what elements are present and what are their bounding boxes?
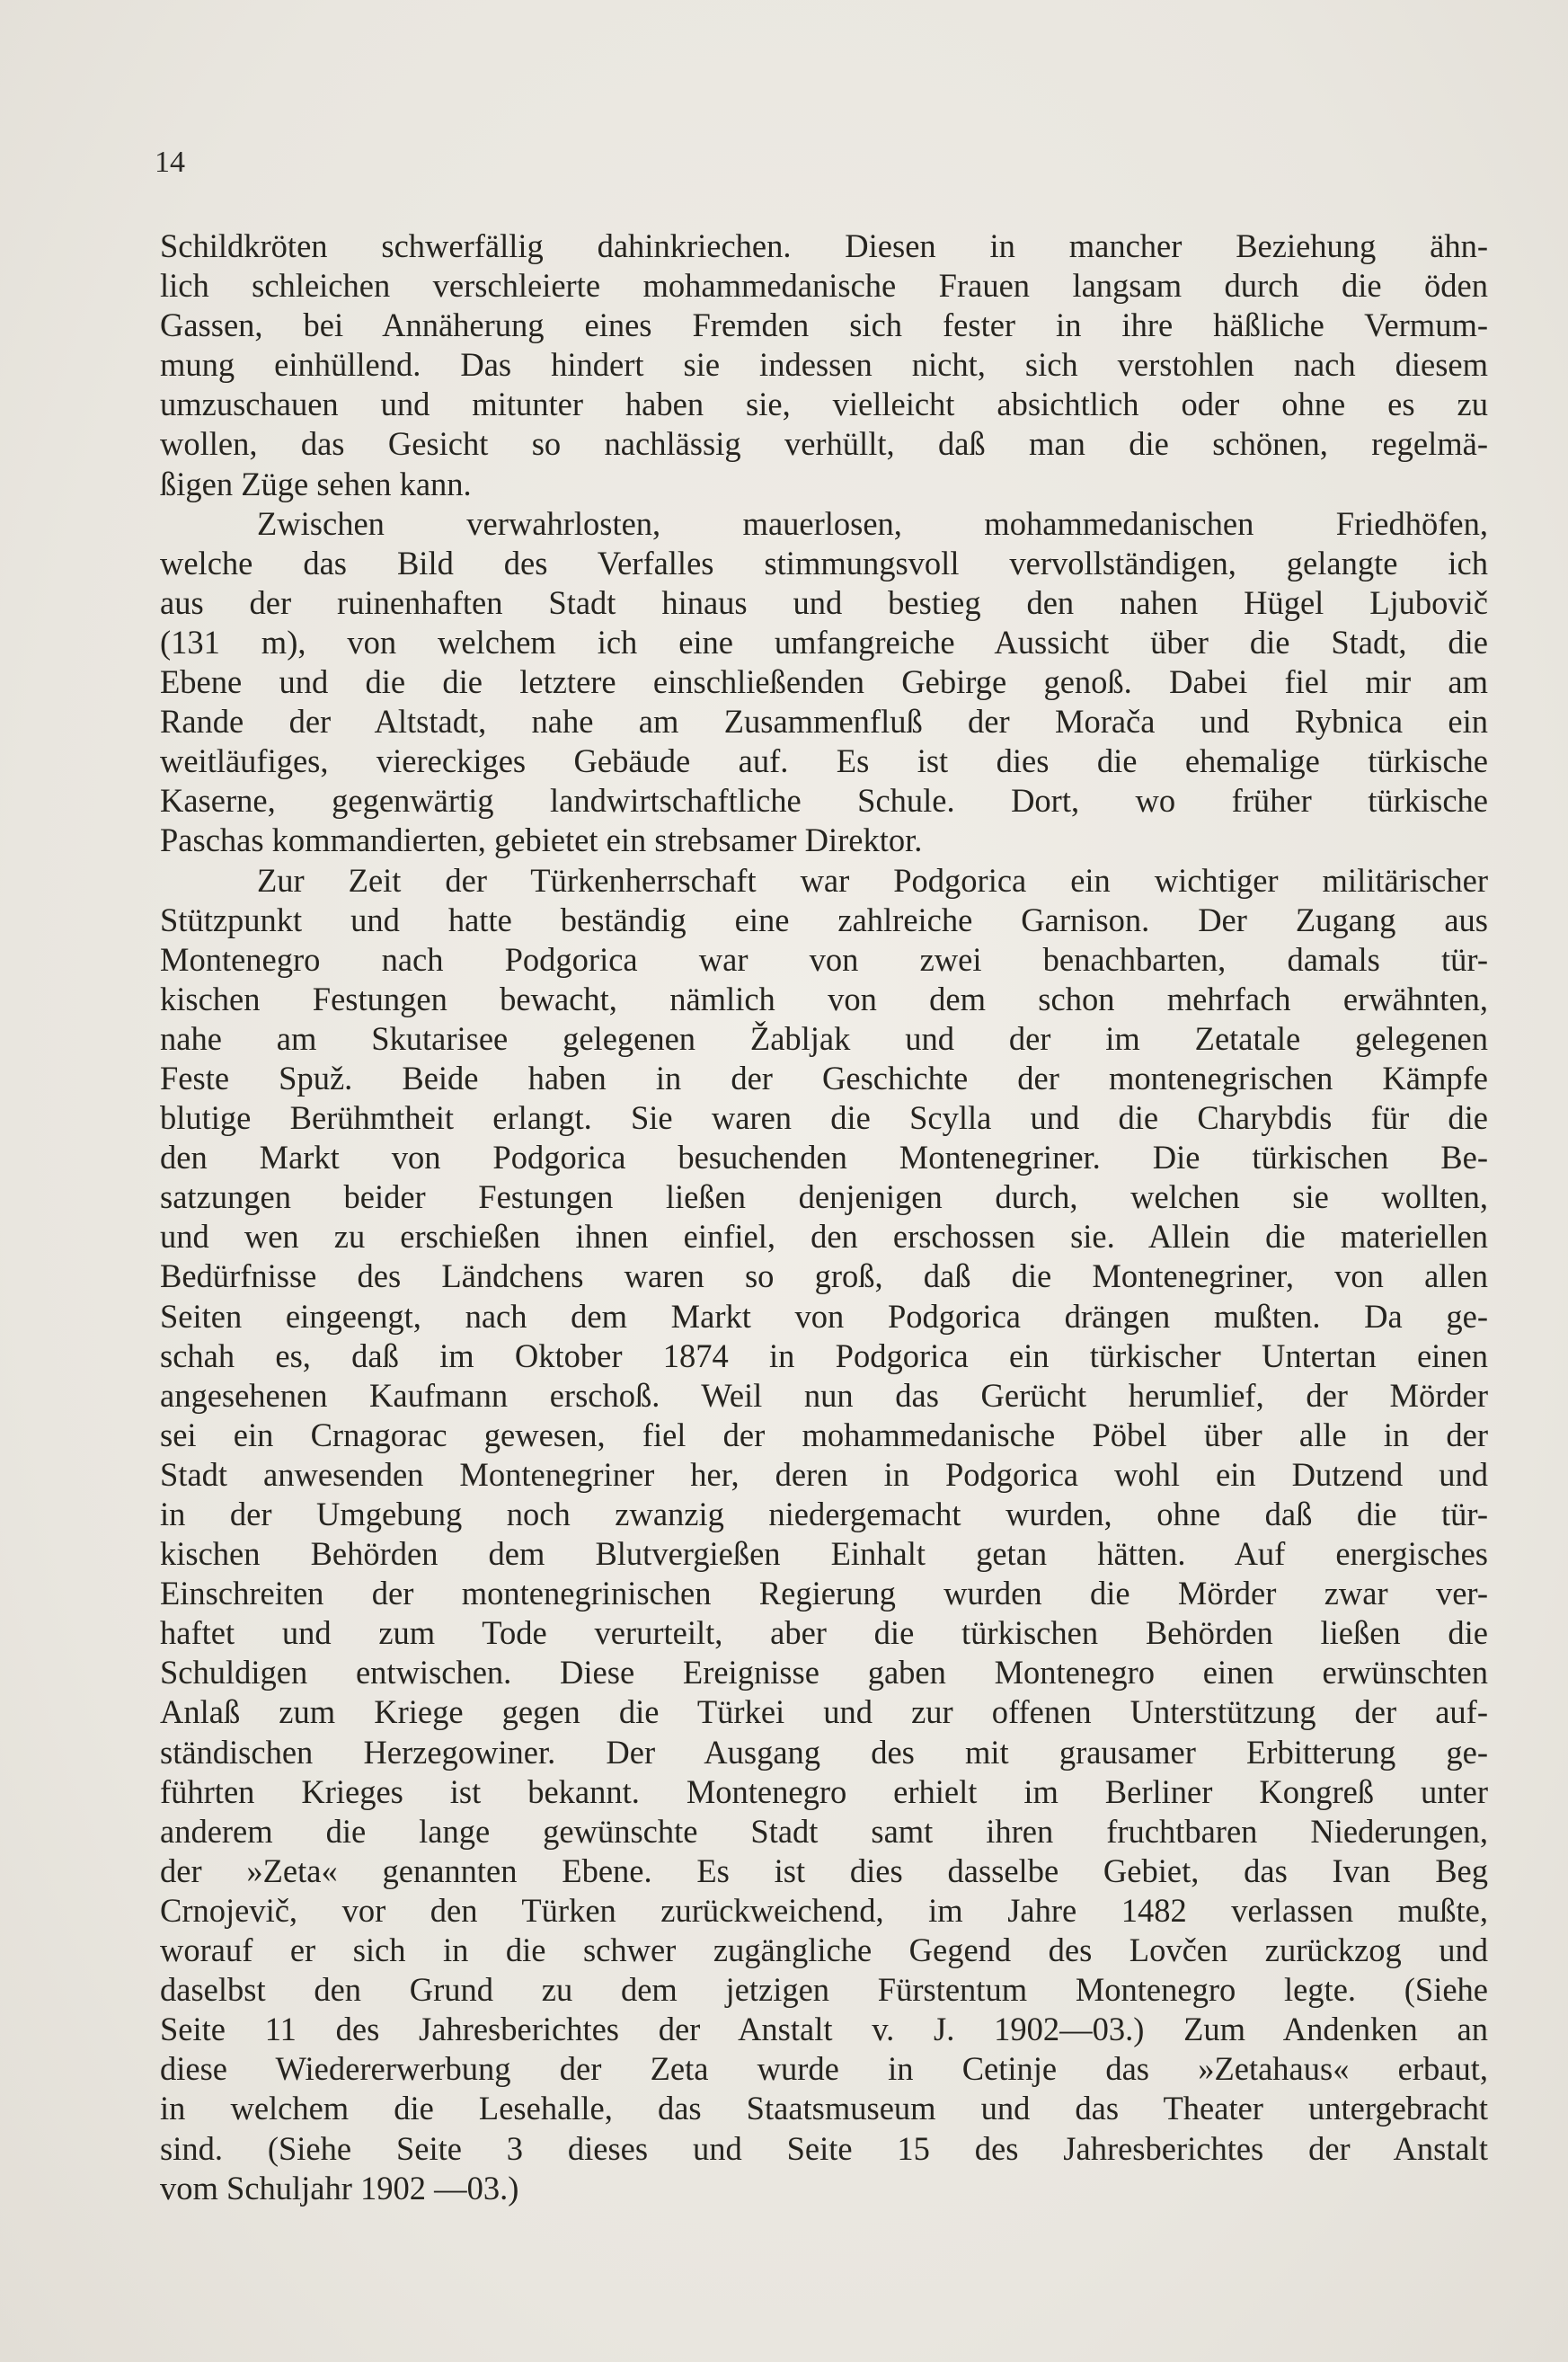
text-line: haftet und zum Tode verurteilt, aber die türkischen Behörden ließen die [160,1614,1488,1652]
paragraph [160,226,1488,504]
text-line: worauf er sich in die schwer zugängliche Gegend des Lovčen zurückzog und [160,1931,1488,1969]
text-line: sei ein Crnagorac gewesen, fiel der mohammedanische Pöbel über alle in der [160,1416,1488,1453]
text-line: lich schleichen verschleierte mohammedanische Frauen langsam durch die öden [160,267,1488,305]
text-line: in welchem die Lesehalle, das Staatsmuseum und das Theater untergebracht [160,2090,1488,2127]
paragraph [160,504,1488,861]
text-line: vom Schuljahr 1902 —03.) [160,2169,519,2207]
text-line: Schuldigen entwischen. Diese Ereignisse gaben Montenegro einen erwünschten [160,1654,1488,1692]
text-line: schah es, daß im Oktober 1874 in Podgorica ein türkischer Untertan einen [160,1336,1488,1374]
text-line: blutige Berühmtheit erlangt. Sie waren die Scylla und die Charybdis für die [160,1099,1488,1137]
text-line: weitläufiges, viereckiges Gebäude auf. Es ist dies die ehemalige türkische [160,742,1488,780]
text-line: ständischen Herzegowiner. Der Ausgang des mit grausamer Erbitterung ge- [160,1733,1488,1771]
text-line: der »Zeta« genannten Ebene. Es ist dies dasselbe Gebiet, das Ivan Beg [160,1851,1488,1889]
text-line: Kaserne, gegenwärtig landwirtschaftliche Schule. Dort, wo früher türkische [160,782,1488,820]
text-line: Seiten eingeengt, nach dem Markt von Podgorica drängen mußten. Da ge- [160,1297,1488,1335]
text-line: angesehenen Kaufmann erschoß. Weil nun das Gerücht herumlief, der Mörder [160,1376,1488,1414]
text-line: kischen Behörden dem Blutvergießen Einhalt getan hätten. Auf energisches [160,1535,1488,1573]
text-line: und wen zu erschießen ihnen einfiel, den erschossen sie. Allein die materiellen [160,1218,1488,1256]
text-line: Crnojevič, vor den Türken zurückweichend, im Jahre 1482 verlassen mußte, [160,1891,1488,1929]
text-line: umzuschauen und mitunter haben sie, vielleicht absichtlich oder ohne es zu [160,386,1488,423]
text-line: Zwischen verwahrlosten, mauerlosen, mohammedanischen Friedhöfen, [257,504,1488,542]
text-line: Schildkröten schwerfällig dahinkriechen. Diesen in mancher Beziehung ähn- [160,227,1488,264]
text-line: welche das Bild des Verfalles stimmungsvoll vervollständigen, gelangte ich [160,544,1488,582]
text-line: satzungen beider Festungen ließen denjenigen durch, welchen sie wollten, [160,1178,1488,1216]
text-line: führten Krieges ist bekannt. Montenegro erhielt im Berliner Kongreß unter [160,1772,1488,1810]
text-line: Gassen, bei Annäherung eines Fremden sich fester in ihre häßliche Vermum- [160,306,1488,344]
text-line: Bedürfnisse des Ländchens waren so groß, daß die Montenegriner, von allen [160,1257,1488,1295]
text-line: Paschas kommandierten, gebietet ein strebsamer Direktor. [160,821,923,859]
text-line: aus der ruinenhaften Stadt hinaus und bestieg den nahen Hügel Ljubovič [160,583,1488,621]
body-text [160,226,1488,2208]
text-line: (131 m), von welchem ich eine umfangreiche Aussicht über die Stadt, die [160,623,1488,661]
text-line: Seite 11 des Jahresberichtes der Anstalt v. J. 1902—03.) Zum Andenken an [160,2011,1488,2048]
text-line: Stadt anwesenden Montenegriner her, deren in Podgorica wohl ein Dutzend und [160,1455,1488,1493]
text-line: daselbst den Grund zu dem jetzigen Fürstentum Montenegro legte. (Siehe [160,1971,1488,2009]
page-number: 14 [155,146,185,179]
paragraph [160,861,1488,2208]
text-line: ßigen Züge sehen kann. [160,465,472,502]
text-line: den Markt von Podgorica besuchenden Montenegriner. Die türkischen Be- [160,1139,1488,1177]
text-line: sind. (Siehe Seite 3 dieses und Seite 15 des Jahresberichtes der Anstalt [160,2129,1488,2167]
text-line: Zur Zeit der Türkenherrschaft war Podgorica ein wichtiger militärischer [257,861,1488,899]
text-line: Rande der Altstadt, nahe am Zusammenfluß der Morača und Rybnica ein [160,703,1488,741]
text-line: wollen, das Gesicht so nachlässig verhüllt, daß man die schönen, regelmä- [160,425,1488,463]
text-line: in der Umgebung noch zwanzig niedergemacht wurden, ohne daß die tür- [160,1496,1488,1532]
text-line: anderem die lange gewünschte Stadt samt ihren fruchtbaren Niederungen, [160,1812,1488,1850]
text-line: Ebene und die die letztere einschließenden Gebirge genoß. Dabei fiel mir am [160,663,1488,701]
text-line: diese Wiedererwerbung der Zeta wurde in Cetinje das »Zetahaus« erbaut, [160,2050,1488,2088]
text-line: kischen Festungen bewacht, nämlich von dem schon mehrfach erwähnten, [160,980,1488,1017]
text-line: nahe am Skutarisee gelegenen Žabljak und der im Zetatale gelegenen [160,1019,1488,1057]
text-line: Feste Spuž. Beide haben in der Geschichte der montenegrischen Kämpfe [160,1059,1488,1097]
text-line: Stützpunkt und hatte beständig eine zahlreiche Garnison. Der Zugang aus [160,901,1488,938]
text-line: Montenegro nach Podgorica war von zwei benachbarten, damals tür- [160,940,1488,978]
text-line: mung einhüllend. Das hindert sie indessen nicht, sich verstohlen nach diesem [160,346,1488,384]
text-line: Einschreiten der montenegrinischen Regierung wurden die Mörder zwar ver- [160,1575,1488,1612]
text-line: Anlaß zum Kriege gegen die Türkei und zur offenen Unterstützung der auf- [160,1693,1488,1731]
